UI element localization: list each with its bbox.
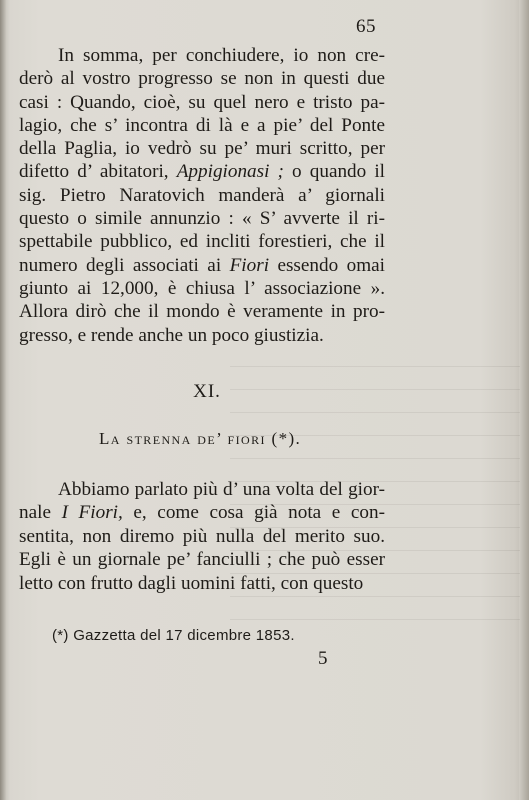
text-segment: e, come cosa già nota e con- bbox=[122, 502, 385, 524]
text-line: giunto ai 12,000, è chiusa l’ associazione ». bbox=[19, 277, 385, 299]
text-line-with-italic bbox=[19, 254, 385, 277]
text-line: Allora dirò che il mondo è veramente in pro- bbox=[19, 301, 385, 323]
text-line: questo o simile annunzio : « S’ avverte il ri- bbox=[19, 208, 385, 230]
page-right-edge bbox=[519, 0, 529, 800]
text-line: Egli è un giornale pe’ fanciulli ; che può esser bbox=[19, 549, 385, 571]
paragraph-1 bbox=[19, 44, 385, 347]
text-line-with-italic bbox=[19, 160, 385, 183]
text-segment: essendo omai bbox=[269, 254, 385, 276]
text-line: Abbiamo parlato più d’ una volta del gior- bbox=[58, 479, 385, 500]
text-line: lagio, che s’ incontra di là e a pie’ del Ponte bbox=[19, 114, 385, 136]
text-segment: numero degli associati ai bbox=[19, 254, 230, 276]
italic-title-i-fiori: I Fiori, bbox=[61, 502, 123, 524]
section-number: XI. bbox=[193, 381, 221, 402]
text-line: spettabile pubblico, ed incliti forestieri, che il bbox=[19, 231, 385, 253]
text-segment: nale bbox=[19, 502, 62, 524]
italic-word-fiori: Fiori bbox=[229, 254, 270, 276]
text-line: letto con frutto dagli uomini fatti, con questo bbox=[19, 572, 364, 594]
footnote: (*) Gazzetta del 17 dicembre 1853. bbox=[52, 627, 295, 644]
text-line: In somma, per conchiudere, io non cre- bbox=[58, 45, 385, 66]
text-line-with-italic bbox=[19, 501, 385, 524]
page-number: 65 bbox=[356, 16, 376, 37]
text-line: gresso, e rende anche un poco giustizia. bbox=[19, 324, 324, 346]
text-line: derò al vostro progresso se non in questi due bbox=[19, 68, 385, 90]
text-line: sentita, non diremo più nulla del merito suo. bbox=[19, 525, 385, 547]
text-line: casi : Quando, cioè, su quel nero e tristo pa- bbox=[19, 91, 385, 113]
text-line: della Paglia, io vedrò su pe’ muri scritto, per bbox=[19, 138, 385, 160]
text-segment: difetto d’ abitatori, bbox=[19, 161, 177, 183]
section-title: La strenna de’ fiori (*). bbox=[99, 429, 302, 448]
text-line: sig. Pietro Naratovich manderà a’ giornali bbox=[19, 184, 385, 206]
text-segment: o quando il bbox=[283, 161, 386, 183]
italic-word-appigionasi: Appigionasi ; bbox=[176, 161, 284, 183]
signature-mark: 5 bbox=[318, 648, 328, 669]
paragraph-2 bbox=[19, 478, 385, 595]
